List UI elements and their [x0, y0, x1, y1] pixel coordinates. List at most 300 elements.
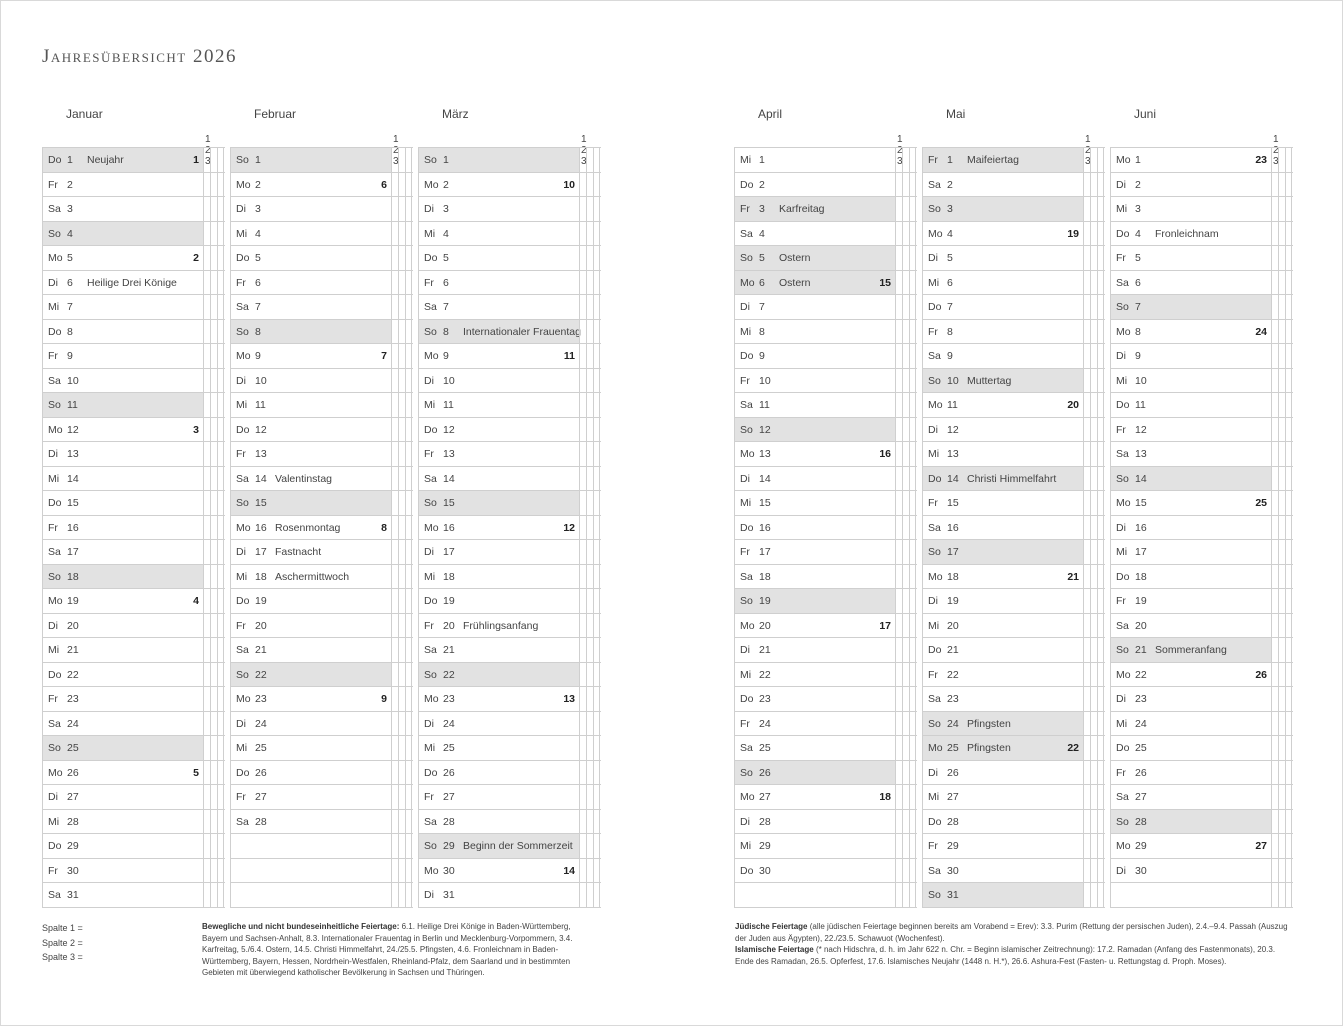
marker-column-3[interactable]	[405, 246, 412, 270]
day-cell[interactable]	[230, 148, 391, 172]
marker-column-1[interactable]	[1271, 369, 1278, 393]
marker-column-2[interactable]	[902, 271, 909, 295]
marker-column-2[interactable]	[902, 418, 909, 442]
marker-column-1[interactable]	[579, 810, 586, 834]
day-cell[interactable]	[230, 418, 391, 442]
marker-column-3[interactable]	[405, 663, 412, 687]
day-cell[interactable]	[230, 589, 391, 613]
marker-column-2[interactable]	[586, 638, 593, 662]
marker-column-3[interactable]	[1097, 810, 1104, 834]
day-cell[interactable]	[1110, 148, 1271, 172]
marker-column-2[interactable]	[210, 810, 217, 834]
marker-column-3[interactable]	[1285, 418, 1292, 442]
day-cell[interactable]	[1110, 736, 1271, 760]
day-cell[interactable]	[42, 491, 203, 515]
marker-column-2[interactable]	[1278, 663, 1285, 687]
marker-column-3[interactable]	[405, 516, 412, 540]
day-row[interactable]	[230, 344, 413, 369]
day-row[interactable]	[418, 614, 601, 639]
marker-column-3[interactable]	[217, 418, 224, 442]
day-row[interactable]	[922, 736, 1105, 761]
marker-column-3[interactable]	[909, 614, 916, 638]
marker-column-2[interactable]	[1090, 442, 1097, 466]
marker-column-3[interactable]	[217, 222, 224, 246]
day-cell[interactable]	[230, 736, 391, 760]
marker-column-1[interactable]	[579, 614, 586, 638]
marker-column-2[interactable]	[1090, 761, 1097, 785]
day-cell[interactable]	[42, 369, 203, 393]
day-cell[interactable]	[734, 834, 895, 858]
day-row[interactable]	[734, 785, 917, 810]
day-cell[interactable]	[1110, 320, 1271, 344]
day-cell[interactable]	[1110, 859, 1271, 883]
day-row[interactable]	[1110, 883, 1293, 908]
marker-column-2[interactable]	[1278, 736, 1285, 760]
day-row[interactable]	[418, 736, 601, 761]
day-cell[interactable]	[734, 222, 895, 246]
marker-column-1[interactable]	[203, 785, 210, 809]
day-row[interactable]	[734, 173, 917, 198]
marker-column-3[interactable]	[217, 859, 224, 883]
marker-column-3[interactable]	[909, 736, 916, 760]
marker-column-1[interactable]	[1271, 810, 1278, 834]
marker-column-3[interactable]	[217, 540, 224, 564]
marker-column-1[interactable]	[579, 320, 586, 344]
marker-column-2[interactable]	[586, 369, 593, 393]
marker-column-1[interactable]	[391, 834, 398, 858]
day-cell[interactable]	[418, 344, 579, 368]
day-cell[interactable]	[42, 663, 203, 687]
marker-column-2[interactable]	[1090, 687, 1097, 711]
day-cell[interactable]	[418, 442, 579, 466]
marker-column-2[interactable]	[210, 712, 217, 736]
marker-column-1[interactable]	[1083, 148, 1090, 172]
marker-column-2[interactable]	[586, 295, 593, 319]
marker-column-1[interactable]	[579, 516, 586, 540]
marker-column-1[interactable]	[391, 173, 398, 197]
marker-column-3[interactable]	[405, 173, 412, 197]
marker-column-3[interactable]	[1285, 295, 1292, 319]
day-cell[interactable]	[230, 663, 391, 687]
day-row[interactable]	[922, 467, 1105, 492]
marker-column-1[interactable]	[203, 736, 210, 760]
marker-column-2[interactable]	[1090, 712, 1097, 736]
marker-column-3[interactable]	[1097, 197, 1104, 221]
day-row[interactable]	[922, 369, 1105, 394]
day-row[interactable]	[734, 418, 917, 443]
day-cell[interactable]	[1110, 516, 1271, 540]
marker-column-1[interactable]	[203, 369, 210, 393]
day-cell[interactable]	[230, 442, 391, 466]
day-row[interactable]	[418, 712, 601, 737]
marker-column-2[interactable]	[1278, 369, 1285, 393]
marker-column-2[interactable]	[398, 712, 405, 736]
marker-column-3[interactable]	[405, 418, 412, 442]
day-cell[interactable]	[230, 344, 391, 368]
marker-column-2[interactable]	[398, 271, 405, 295]
marker-column-1[interactable]	[895, 589, 902, 613]
marker-column-3[interactable]	[909, 810, 916, 834]
day-row[interactable]	[230, 736, 413, 761]
day-cell[interactable]	[418, 222, 579, 246]
marker-column-2[interactable]	[1278, 344, 1285, 368]
marker-column-3[interactable]	[405, 540, 412, 564]
day-row[interactable]	[230, 565, 413, 590]
marker-column-3[interactable]	[1285, 442, 1292, 466]
marker-column-2[interactable]	[1278, 173, 1285, 197]
marker-column-1[interactable]	[1083, 859, 1090, 883]
day-cell[interactable]	[42, 614, 203, 638]
day-row[interactable]	[418, 271, 601, 296]
marker-column-1[interactable]	[1083, 173, 1090, 197]
marker-column-3[interactable]	[1285, 859, 1292, 883]
day-row[interactable]	[42, 785, 225, 810]
day-cell[interactable]	[1110, 589, 1271, 613]
marker-column-1[interactable]	[895, 246, 902, 270]
marker-column-2[interactable]	[210, 761, 217, 785]
marker-column-3[interactable]	[1285, 589, 1292, 613]
marker-column-3[interactable]	[405, 883, 412, 907]
day-row[interactable]	[922, 246, 1105, 271]
day-cell[interactable]	[230, 761, 391, 785]
day-cell[interactable]	[734, 516, 895, 540]
day-cell[interactable]	[922, 295, 1083, 319]
day-row[interactable]	[734, 491, 917, 516]
day-cell[interactable]	[230, 687, 391, 711]
marker-column-3[interactable]	[593, 393, 600, 417]
marker-column-1[interactable]	[579, 589, 586, 613]
day-row[interactable]	[418, 638, 601, 663]
day-row[interactable]	[922, 148, 1105, 173]
marker-column-2[interactable]	[1090, 834, 1097, 858]
day-cell[interactable]	[1110, 663, 1271, 687]
day-row[interactable]	[922, 883, 1105, 908]
marker-column-1[interactable]	[203, 491, 210, 515]
marker-column-3[interactable]	[405, 565, 412, 589]
day-row[interactable]	[1110, 369, 1293, 394]
marker-column-1[interactable]	[1083, 393, 1090, 417]
marker-column-2[interactable]	[1090, 785, 1097, 809]
marker-column-1[interactable]	[1271, 589, 1278, 613]
marker-column-1[interactable]	[203, 295, 210, 319]
day-cell[interactable]	[922, 197, 1083, 221]
marker-column-3[interactable]	[217, 810, 224, 834]
marker-column-2[interactable]	[398, 736, 405, 760]
marker-column-1[interactable]	[579, 785, 586, 809]
marker-column-1[interactable]	[391, 516, 398, 540]
marker-column-1[interactable]	[579, 687, 586, 711]
marker-column-3[interactable]	[405, 344, 412, 368]
marker-column-3[interactable]	[217, 638, 224, 662]
day-row[interactable]	[734, 197, 917, 222]
day-row[interactable]	[418, 516, 601, 541]
day-cell[interactable]	[922, 761, 1083, 785]
day-row[interactable]	[734, 442, 917, 467]
day-row[interactable]	[922, 638, 1105, 663]
day-cell[interactable]	[418, 834, 579, 858]
marker-column-1[interactable]	[1271, 393, 1278, 417]
day-cell[interactable]	[922, 834, 1083, 858]
day-row[interactable]	[230, 246, 413, 271]
day-row[interactable]	[42, 369, 225, 394]
day-row[interactable]	[42, 491, 225, 516]
marker-column-1[interactable]	[203, 589, 210, 613]
marker-column-1[interactable]	[203, 565, 210, 589]
marker-column-2[interactable]	[1278, 785, 1285, 809]
day-cell[interactable]	[1110, 834, 1271, 858]
day-row[interactable]	[418, 148, 601, 173]
day-row[interactable]	[734, 271, 917, 296]
marker-column-1[interactable]	[895, 883, 902, 907]
marker-column-1[interactable]	[895, 369, 902, 393]
marker-column-2[interactable]	[902, 859, 909, 883]
marker-column-1[interactable]	[579, 369, 586, 393]
day-row[interactable]	[922, 810, 1105, 835]
marker-column-2[interactable]	[1090, 516, 1097, 540]
marker-column-2[interactable]	[210, 663, 217, 687]
marker-column-2[interactable]	[1278, 295, 1285, 319]
day-cell[interactable]	[230, 834, 391, 858]
marker-column-3[interactable]	[1285, 614, 1292, 638]
day-row[interactable]	[734, 859, 917, 884]
marker-column-2[interactable]	[210, 173, 217, 197]
marker-column-1[interactable]	[1083, 565, 1090, 589]
marker-column-3[interactable]	[1097, 785, 1104, 809]
marker-column-3[interactable]	[909, 638, 916, 662]
marker-column-2[interactable]	[1278, 393, 1285, 417]
marker-column-1[interactable]	[1083, 222, 1090, 246]
marker-column-3[interactable]	[593, 173, 600, 197]
marker-column-2[interactable]	[398, 859, 405, 883]
day-row[interactable]	[418, 222, 601, 247]
marker-column-1[interactable]	[391, 859, 398, 883]
marker-column-1[interactable]	[895, 491, 902, 515]
marker-column-2[interactable]	[902, 197, 909, 221]
day-row[interactable]	[734, 736, 917, 761]
day-row[interactable]	[42, 197, 225, 222]
marker-column-2[interactable]	[210, 467, 217, 491]
day-row[interactable]	[734, 222, 917, 247]
marker-column-1[interactable]	[1271, 320, 1278, 344]
day-row[interactable]	[230, 418, 413, 443]
marker-column-2[interactable]	[1090, 148, 1097, 172]
marker-column-3[interactable]	[593, 810, 600, 834]
marker-column-1[interactable]	[1271, 442, 1278, 466]
marker-column-3[interactable]	[1285, 246, 1292, 270]
marker-column-2[interactable]	[210, 393, 217, 417]
day-cell[interactable]	[42, 197, 203, 221]
marker-column-1[interactable]	[1083, 320, 1090, 344]
day-row[interactable]	[1110, 614, 1293, 639]
marker-column-2[interactable]	[586, 173, 593, 197]
marker-column-2[interactable]	[210, 516, 217, 540]
day-cell[interactable]	[418, 859, 579, 883]
day-row[interactable]	[42, 834, 225, 859]
day-cell[interactable]	[922, 246, 1083, 270]
marker-column-2[interactable]	[902, 491, 909, 515]
marker-column-2[interactable]	[210, 320, 217, 344]
day-cell[interactable]	[922, 418, 1083, 442]
marker-column-2[interactable]	[398, 516, 405, 540]
marker-column-1[interactable]	[895, 859, 902, 883]
marker-column-1[interactable]	[895, 687, 902, 711]
day-cell[interactable]	[418, 271, 579, 295]
marker-column-1[interactable]	[579, 491, 586, 515]
day-row[interactable]	[734, 589, 917, 614]
day-cell[interactable]	[42, 638, 203, 662]
marker-column-3[interactable]	[217, 516, 224, 540]
day-row[interactable]	[1110, 565, 1293, 590]
day-cell[interactable]	[734, 712, 895, 736]
day-row[interactable]	[418, 834, 601, 859]
marker-column-3[interactable]	[1285, 663, 1292, 687]
day-row[interactable]	[1110, 418, 1293, 443]
marker-column-2[interactable]	[1090, 222, 1097, 246]
day-cell[interactable]	[42, 810, 203, 834]
marker-column-2[interactable]	[586, 565, 593, 589]
marker-column-2[interactable]	[902, 369, 909, 393]
marker-column-2[interactable]	[586, 589, 593, 613]
marker-column-3[interactable]	[1097, 687, 1104, 711]
marker-column-3[interactable]	[909, 785, 916, 809]
marker-column-3[interactable]	[593, 565, 600, 589]
marker-column-2[interactable]	[398, 148, 405, 172]
day-row[interactable]	[1110, 834, 1293, 859]
day-cell[interactable]	[1110, 393, 1271, 417]
marker-column-1[interactable]	[1271, 687, 1278, 711]
day-row[interactable]	[230, 712, 413, 737]
marker-column-2[interactable]	[398, 589, 405, 613]
marker-column-1[interactable]	[203, 638, 210, 662]
day-row[interactable]	[922, 491, 1105, 516]
marker-column-3[interactable]	[405, 467, 412, 491]
marker-column-2[interactable]	[398, 320, 405, 344]
marker-column-2[interactable]	[902, 393, 909, 417]
marker-column-2[interactable]	[1090, 565, 1097, 589]
marker-column-2[interactable]	[902, 222, 909, 246]
marker-column-1[interactable]	[579, 540, 586, 564]
marker-column-2[interactable]	[210, 638, 217, 662]
marker-column-1[interactable]	[203, 467, 210, 491]
day-cell[interactable]	[734, 491, 895, 515]
day-cell[interactable]	[418, 320, 579, 344]
day-cell[interactable]	[734, 344, 895, 368]
marker-column-3[interactable]	[909, 173, 916, 197]
day-cell[interactable]	[734, 614, 895, 638]
marker-column-1[interactable]	[1271, 736, 1278, 760]
marker-column-3[interactable]	[1285, 565, 1292, 589]
marker-column-1[interactable]	[895, 320, 902, 344]
day-row[interactable]	[418, 393, 601, 418]
marker-column-3[interactable]	[217, 834, 224, 858]
marker-column-2[interactable]	[398, 883, 405, 907]
marker-column-2[interactable]	[210, 271, 217, 295]
marker-column-3[interactable]	[909, 589, 916, 613]
marker-column-1[interactable]	[1083, 712, 1090, 736]
marker-column-2[interactable]	[1090, 295, 1097, 319]
marker-column-2[interactable]	[398, 442, 405, 466]
marker-column-2[interactable]	[1090, 467, 1097, 491]
marker-column-1[interactable]	[1083, 614, 1090, 638]
marker-column-3[interactable]	[909, 565, 916, 589]
day-row[interactable]	[418, 442, 601, 467]
marker-column-2[interactable]	[1278, 687, 1285, 711]
day-row[interactable]	[1110, 687, 1293, 712]
day-cell[interactable]	[418, 173, 579, 197]
marker-column-1[interactable]	[579, 761, 586, 785]
day-row[interactable]	[734, 295, 917, 320]
marker-column-1[interactable]	[391, 712, 398, 736]
marker-column-2[interactable]	[586, 663, 593, 687]
day-cell[interactable]	[42, 246, 203, 270]
day-cell[interactable]	[418, 687, 579, 711]
day-cell[interactable]	[734, 418, 895, 442]
marker-column-1[interactable]	[391, 540, 398, 564]
day-cell[interactable]	[418, 295, 579, 319]
marker-column-2[interactable]	[586, 148, 593, 172]
marker-column-2[interactable]	[1278, 589, 1285, 613]
day-row[interactable]	[734, 761, 917, 786]
marker-column-2[interactable]	[1090, 173, 1097, 197]
marker-column-2[interactable]	[398, 785, 405, 809]
day-cell[interactable]	[1110, 271, 1271, 295]
day-cell[interactable]	[734, 320, 895, 344]
day-cell[interactable]	[230, 638, 391, 662]
marker-column-1[interactable]	[203, 393, 210, 417]
marker-column-3[interactable]	[1285, 638, 1292, 662]
marker-column-2[interactable]	[586, 540, 593, 564]
day-cell[interactable]	[42, 589, 203, 613]
marker-column-3[interactable]	[217, 761, 224, 785]
day-cell[interactable]	[1110, 246, 1271, 270]
marker-column-3[interactable]	[217, 589, 224, 613]
day-row[interactable]	[1110, 540, 1293, 565]
day-row[interactable]	[1110, 810, 1293, 835]
marker-column-2[interactable]	[398, 810, 405, 834]
day-row[interactable]	[230, 785, 413, 810]
marker-column-2[interactable]	[902, 883, 909, 907]
day-cell[interactable]	[418, 589, 579, 613]
day-cell[interactable]	[230, 393, 391, 417]
marker-column-3[interactable]	[593, 663, 600, 687]
marker-column-3[interactable]	[1097, 589, 1104, 613]
day-row[interactable]	[734, 467, 917, 492]
marker-column-1[interactable]	[203, 442, 210, 466]
marker-column-3[interactable]	[909, 271, 916, 295]
marker-column-3[interactable]	[593, 467, 600, 491]
marker-column-1[interactable]	[203, 271, 210, 295]
day-row[interactable]	[230, 540, 413, 565]
marker-column-1[interactable]	[579, 859, 586, 883]
marker-column-1[interactable]	[579, 295, 586, 319]
marker-column-2[interactable]	[902, 810, 909, 834]
marker-column-2[interactable]	[1278, 222, 1285, 246]
marker-column-1[interactable]	[1083, 687, 1090, 711]
day-cell[interactable]	[1110, 883, 1271, 907]
marker-column-1[interactable]	[391, 222, 398, 246]
day-row[interactable]	[418, 467, 601, 492]
day-cell[interactable]	[734, 467, 895, 491]
marker-column-2[interactable]	[1278, 761, 1285, 785]
marker-column-1[interactable]	[895, 638, 902, 662]
day-row[interactable]	[922, 344, 1105, 369]
marker-column-3[interactable]	[593, 271, 600, 295]
marker-column-1[interactable]	[391, 246, 398, 270]
day-cell[interactable]	[922, 148, 1083, 172]
day-row[interactable]	[230, 197, 413, 222]
day-row[interactable]	[922, 271, 1105, 296]
day-row[interactable]	[1110, 271, 1293, 296]
